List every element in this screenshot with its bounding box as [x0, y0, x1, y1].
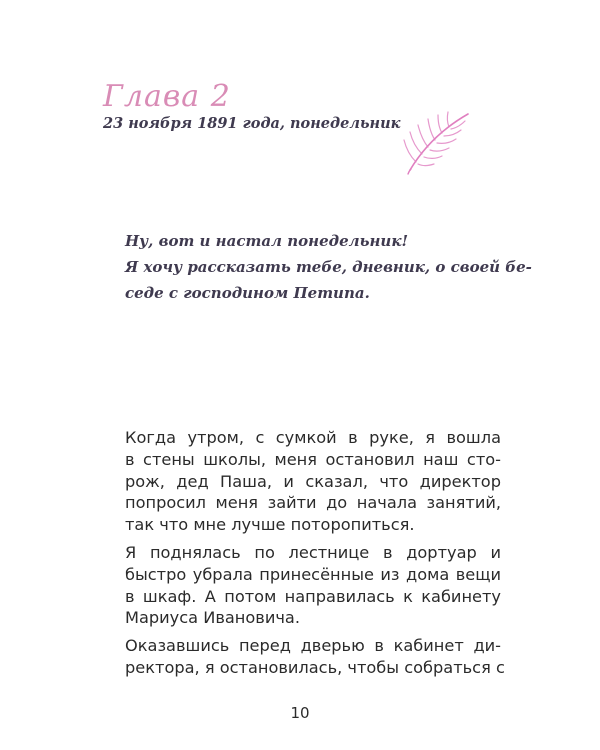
text-line: так что мне лучше поторопиться. [125, 515, 415, 535]
text-line: Когда утром, с сумкой в руке, я вошла [125, 428, 501, 447]
text-line: попросил меня зайти до начала занятий, [125, 493, 501, 513]
text-line: в стены школы, меня остановил наш сто- [125, 449, 501, 469]
diary-entry [125, 228, 532, 306]
page-number: 10 [290, 704, 310, 722]
diary-line: Ну, вот и настал понедельник! [125, 232, 409, 250]
paragraph [125, 542, 501, 629]
paragraph [125, 635, 505, 679]
text-line: Я поднялась по лестнице в дортуар и [125, 542, 501, 562]
text-line: рож, дед Паша, и сказал, что директор [125, 471, 501, 491]
body-text [125, 427, 505, 685]
text-line: в шкаф. А потом направилась к кабинету [125, 586, 501, 606]
diary-line: Я хочу рассказать тебе, дневник, о своей бе- [125, 258, 532, 276]
text-line: ректора, я остановилась, чтобы собраться с [125, 657, 505, 677]
text-line: быстро убрала принесённые из дома вещи [125, 564, 501, 584]
chapter-title: Глава 2 [103, 79, 231, 114]
text-line: Мариуса Ивановича. [125, 608, 300, 628]
paragraph [125, 427, 501, 536]
diary-line: седе с господином Петипа. [125, 284, 370, 302]
text-line: Оказавшись перед дверью в кабинет ди- [125, 636, 501, 656]
chapter-date: 23 ноября 1891 года, понедельник [103, 115, 401, 132]
feather-icon [396, 104, 476, 184]
